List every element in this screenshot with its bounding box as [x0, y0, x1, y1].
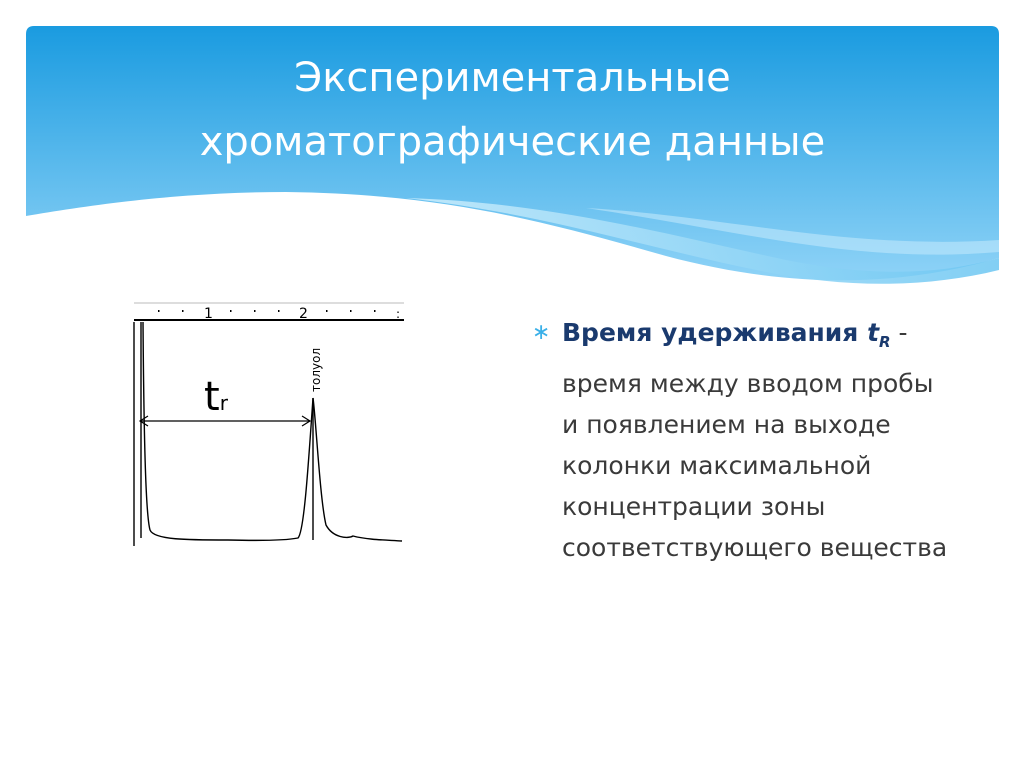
scale-label-2: 2 — [299, 306, 308, 322]
peak-label-toluene: толуол — [309, 347, 323, 392]
retention-symbol: tr — [204, 374, 228, 420]
signal-trace — [143, 322, 402, 541]
bullet-icon: ∗ — [532, 320, 551, 345]
chromatogram — [128, 300, 413, 550]
definition-dash: - — [890, 318, 908, 347]
definition-term: Время удерживания — [562, 318, 868, 347]
scale-label-1: 1 — [204, 306, 213, 322]
definition-symbol: $t_R$ — [867, 318, 891, 351]
title-line-2: хроматографические данные — [199, 119, 826, 165]
title-line-1: Экспериментальные — [294, 55, 731, 101]
scale-ticks — [158, 310, 376, 312]
slide-title — [26, 46, 999, 174]
definition-text — [562, 312, 952, 568]
definition-block — [532, 312, 952, 568]
definition-body: время между вводом пробы и появлением на выходе колонки максимальной концентрации зоны соответствующего вещества — [562, 369, 948, 562]
svg-text::: : — [396, 307, 401, 321]
